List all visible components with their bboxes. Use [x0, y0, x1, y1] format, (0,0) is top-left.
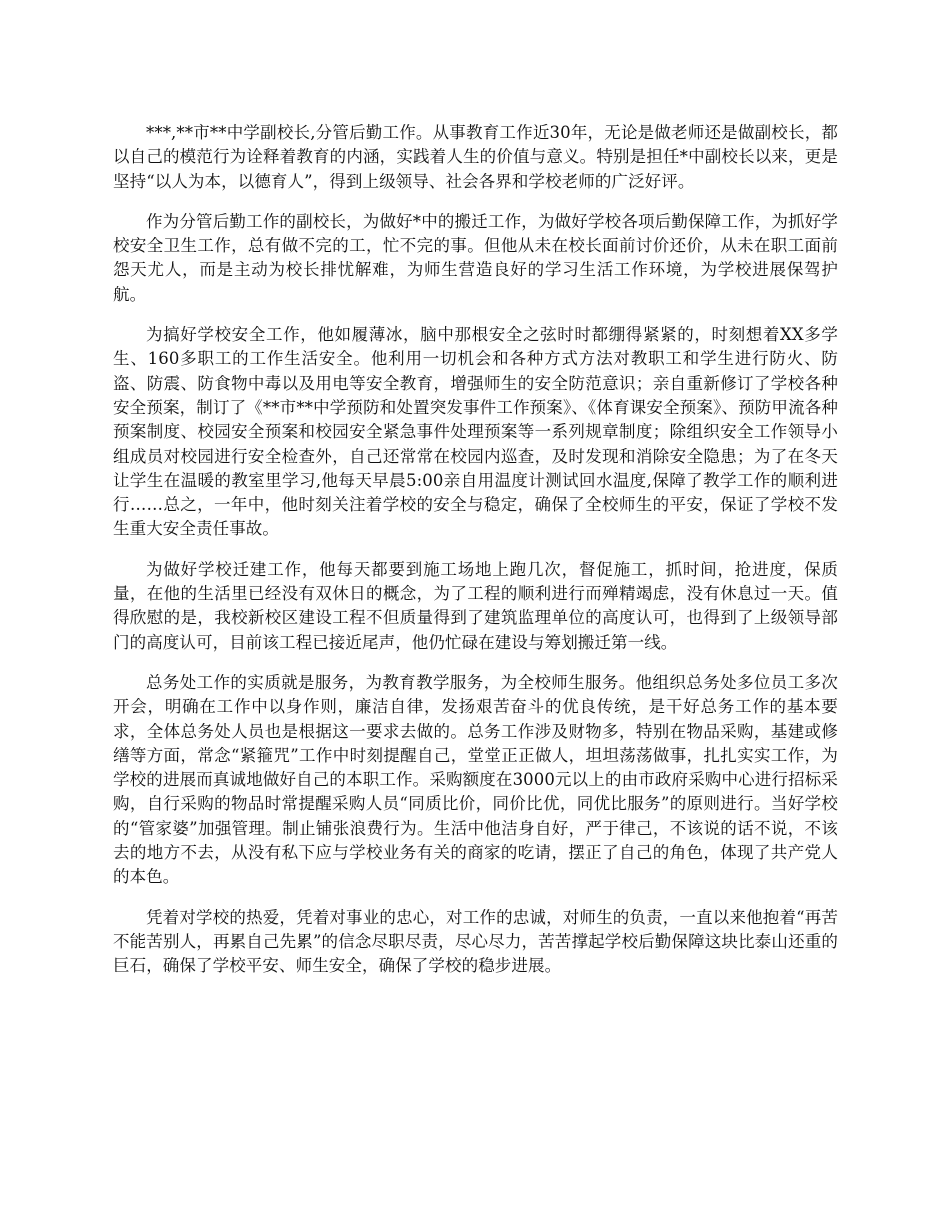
paragraph-intro: ***,**市**中学副校长,分管后勤工作。从事教育工作近30年，无论是做老师还是做副校长，都以自己的模范行为诠释着教育的内涵，实践着人生的价值与意义。特别是担任*中副校长以来，更是坚持“以人为本，以德育人”，得到上级领导、社会各界和学校老师的广泛好评。 — [113, 123, 838, 191]
paragraph-logistics-role: 作为分管后勤工作的副校长，为做好*中的搬迁工作，为做好学校各项后勤保障工作，为抓好学校安全卫生工作，总有做不完的工，忙不完的事。但他从未在校长面前讨价还价，从未在职工面前怨天尤人，而是主动为校长排忧解难，为师生营造良好的学习生活工作环境，为学校进展保驾护航。 — [113, 211, 838, 304]
paragraph-safety-work: 为搞好学校安全工作，他如履薄冰，脑中那根安全之弦时时都绷得紧紧的，时刻想着XX多学生、160多职工的工作生活安全。他利用一切机会和各种方式方法对教职工和学生进行防火、防盗、防震、防食物中毒以及用电等安全教育，增强师生的安全防范意识；亲自重新修订了学校各种安全预案，制订了《**市**中学预防和处置突发事件工作预案》、《体育课安全预案》、预防甲流各种预案制度、校园安全预案和校园安全紧急事件处理预案等一系列规章制度；除组织安全工作领导小组成员对校园进行安全检查外，自己还常常在校园内巡查，及时发现和消除安全隐患；为了在冬天让学生在温暖的教室里学习,他每天早晨5:00亲自用温度计测试回水温度,保障了教学工作的顺利进行……总之，一年中，他时刻关注着学校的安全与稳定，确保了全校师生的平安，保证了学校不发生重大安全责任事故。 — [113, 325, 838, 539]
paragraph-relocation-work: 为做好学校迁建工作，他每天都要到施工场地上跑几次，督促施工，抓时间，抢进度，保质量，在他的生活里已经没有双休日的概念，为了工程的顺利进行而殚精竭虑，没有休息过一天。值得欣慰的是，我校新校区建设工程不但质量得到了建筑监理单位的高度认可，也得到了上级领导部门的高度认可，目前该工程已接近尾声，他仍忙碌在建设与筹划搬迁第一线。 — [113, 559, 838, 652]
paragraph-general-affairs: 总务处工作的实质就是服务，为教育教学服务，为全校师生服务。他组织总务处多位员工多次开会，明确在工作中以身作则，廉洁自律，发扬艰苦奋斗的优良传统，是干好总务工作的基本要求，全体总务处人员也是根据这一要求去做的。总务工作涉及财物多，特别在物品采购，基建或修缮等方面，常念“紧箍咒”工作中时刻提醒自己，堂堂正正做人，坦坦荡荡做事，扎扎实实工作，为学校的进展而真诚地做好自己的本职工作。采购额度在3000元以上的由市政府采购中心进行招标采购，自行采购的物品时常提醒采购人员“同质比价，同价比优，同优比服务”的原则进行。当好学校的“管家婆”加强管理。制止铺张浪费行为。生活中他洁身自好，严于律己，不该说的话不说，不该去的地方不去，从没有私下应与学校业务有关的商家的吃请，摆正了自己的角色，体现了共产党人的本色。 — [113, 672, 838, 887]
document-body — [113, 121, 838, 995]
paragraph-conclusion: 凭着对学校的热爱，凭着对事业的忠心，对工作的忠诚，对师生的负责，一直以来他抱着“再苦不能苦别人，再累自己先累”的信念尽职尽责，尽心尽力，苦苦撑起学校后勤保障这块比泰山还重的巨石，确保了学校平安、师生安全，确保了学校的稳步进展。 — [113, 907, 838, 976]
